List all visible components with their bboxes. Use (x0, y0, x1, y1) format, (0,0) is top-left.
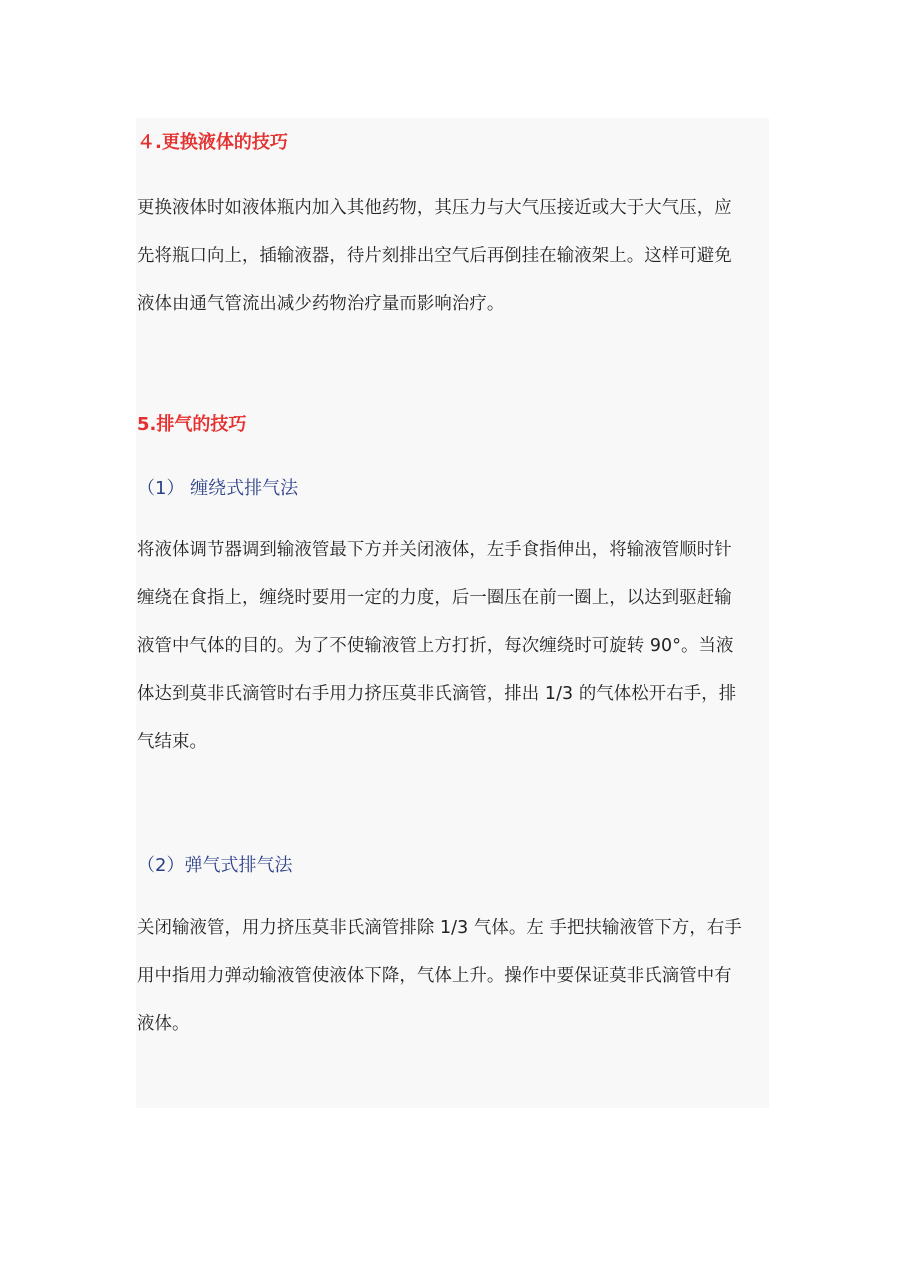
paragraph-line: 液管中气体的目的。为了不使输液管上方打折，每次缠绕时可旋转 90°。当液 (137, 636, 734, 656)
paragraph-line: 用中指用力弹动输液管使液体下降，气体上升。操作中要保证莫非氏滴管中有 (137, 966, 732, 986)
paragraph-line: 气结束。 (137, 732, 207, 752)
paragraph-line: 将液体调节器调到输液管最下方并关闭液体，左手食指伸出，将输液管顺时针 (137, 540, 732, 560)
subsection-2-paragraph (137, 904, 769, 1048)
section-4-heading: ４.更换液体的技巧 (137, 132, 288, 153)
paragraph-line: 液体由通气管流出减少药物治疗量而影响治疗。 (137, 294, 505, 314)
section-4-paragraph (137, 184, 769, 328)
paragraph-line: 更换液体时如液体瓶内加入其他药物，其压力与大气压接近或大于大气压，应 (137, 198, 732, 218)
subsection-1-paragraph (137, 526, 769, 766)
paragraph-line: 体达到莫非氏滴管时右手用力挤压莫非氏滴管，排出 1/3 的气体松开右手，排 (137, 684, 737, 704)
subsection-1-heading: （1） 缠绕式排气法 (137, 478, 299, 499)
subsection-2-heading: （2）弹气式排气法 (137, 855, 293, 876)
section-5-heading: 5.排气的技巧 (137, 414, 247, 435)
paragraph-line: 关闭输液管，用力挤压莫非氏滴管排除 1/3 气体。左 手把扶输液管下方，右手 (137, 918, 742, 938)
paragraph-line: 缠绕在食指上，缠绕时要用一定的力度，后一圈压在前一圈上，以达到驱赶输 (137, 588, 732, 608)
paragraph-line: 液体。 (137, 1014, 190, 1034)
paragraph-line: 先将瓶口向上，插输液器，待片刻排出空气后再倒挂在输液架上。这样可避免 (137, 246, 732, 266)
